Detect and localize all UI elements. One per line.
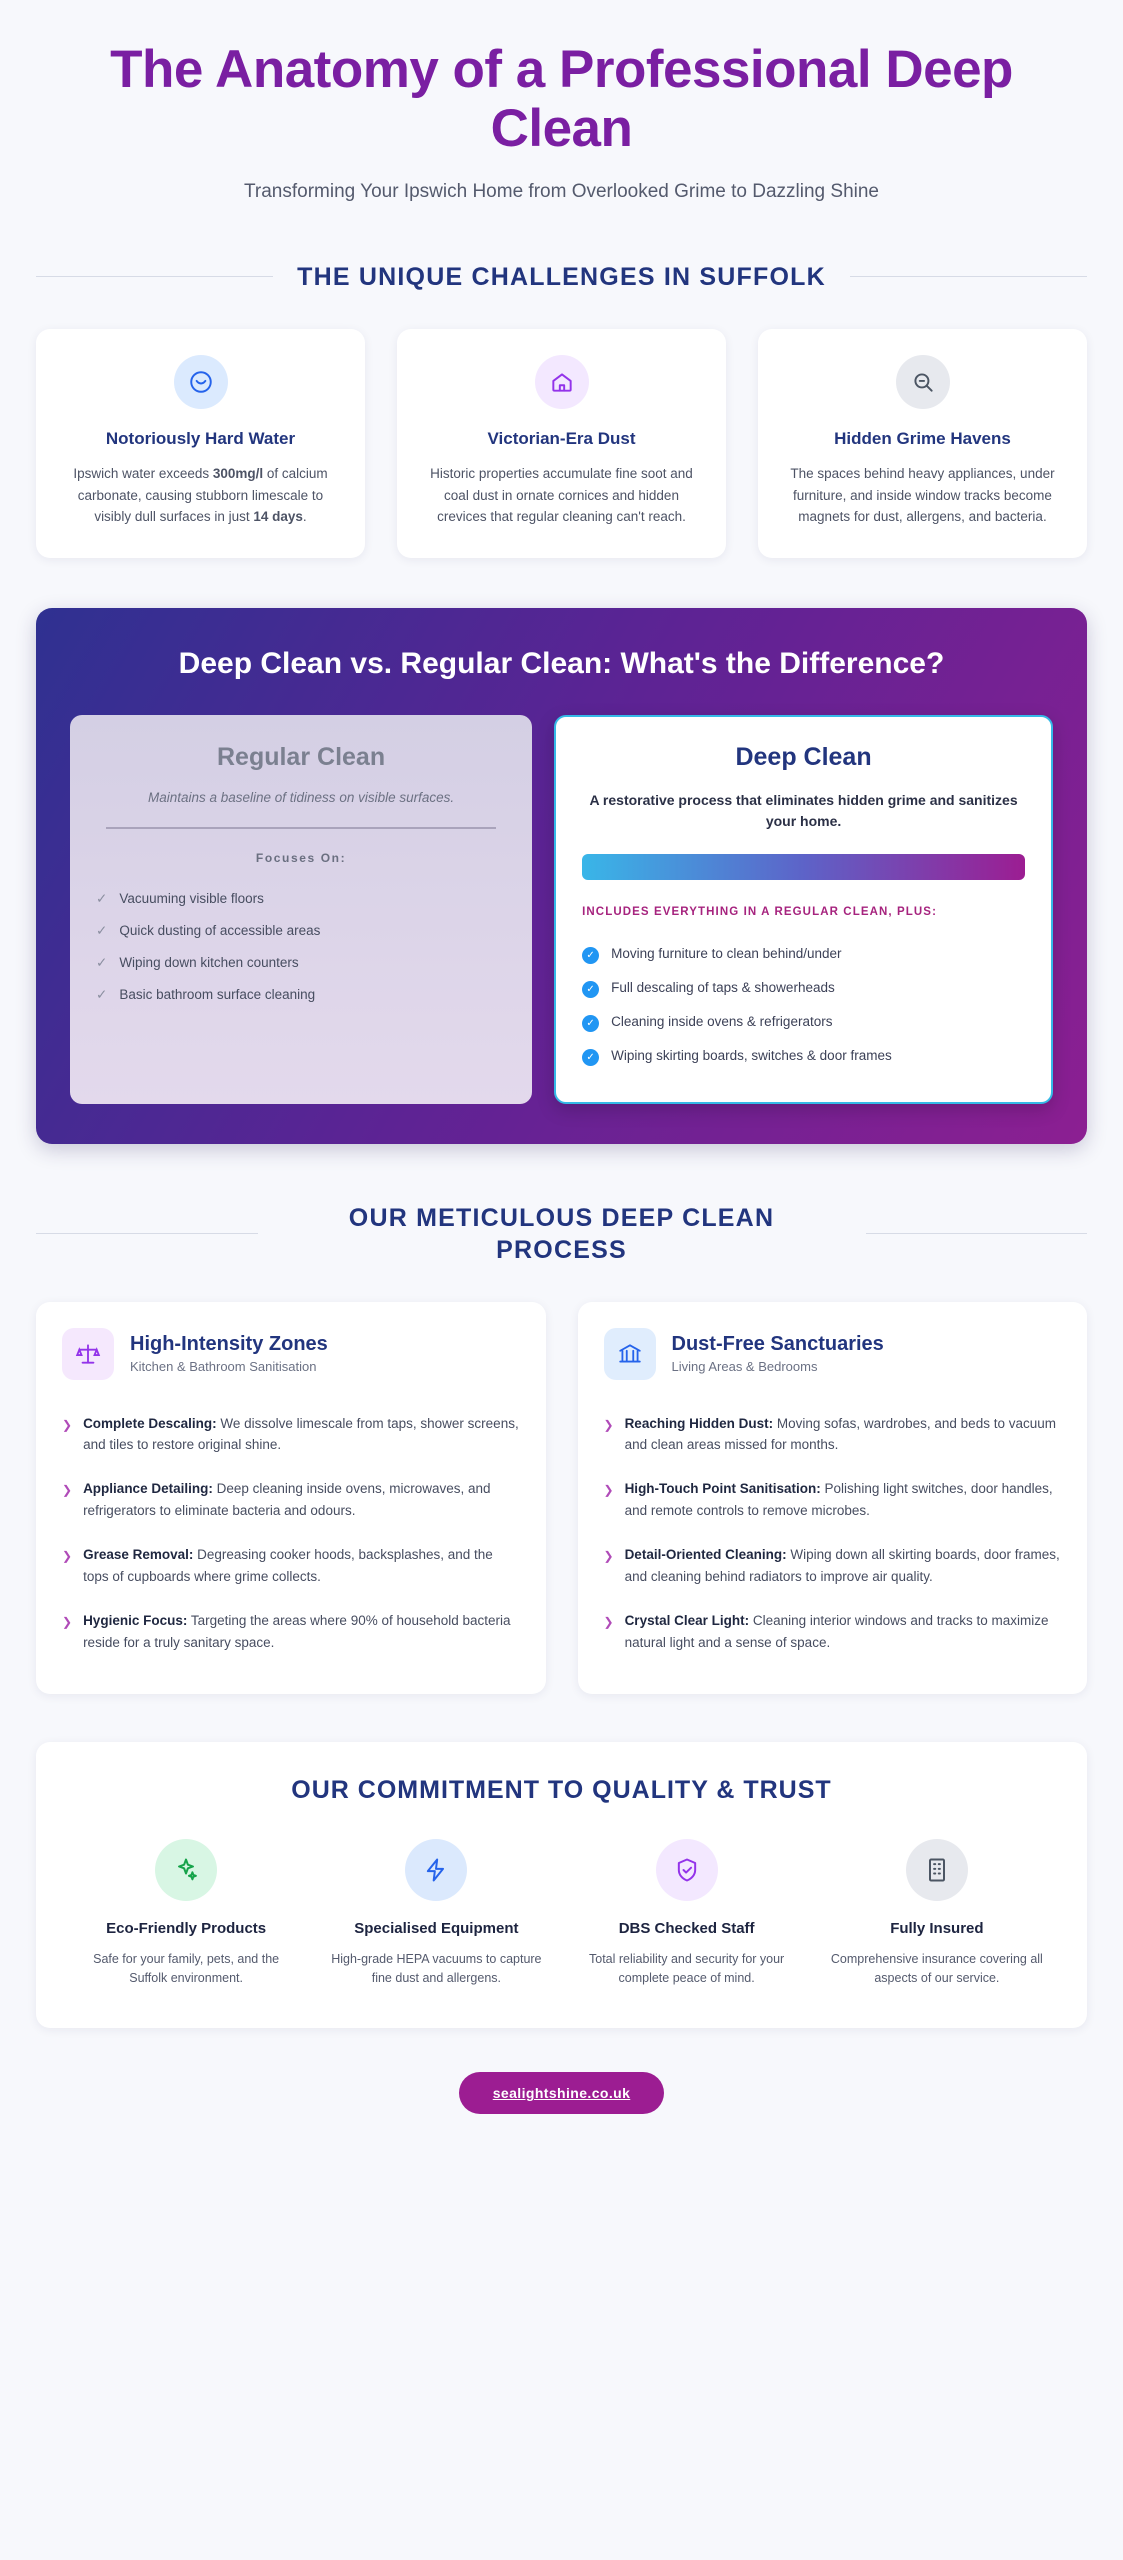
scales-icon <box>62 1328 114 1380</box>
includes-label: INCLUDES EVERYTHING IN A REGULAR CLEAN, PLUS: <box>582 906 937 919</box>
commitment-item-fully-insured <box>817 1839 1057 1988</box>
divider-left <box>36 276 273 277</box>
list-item: ❯ Complete Descaling: We dissolve limescale from taps, shower screens, and tiles to restore original shine. <box>62 1415 519 1453</box>
process-cards <box>36 1302 1087 1695</box>
list-item: ✓ Quick dusting of accessible areas <box>96 923 321 939</box>
challenge-body: Ipswich water exceeds 300mg/l of calcium carbonate, causing stubborn limescale to visibly dull surfaces in just 14 days. <box>73 465 328 525</box>
divider-right <box>850 276 1087 277</box>
list-item: ❯ Reaching Hidden Dust: Moving sofas, wardrobes, and beds to vacuum and clean areas missed for months. <box>603 1415 1056 1453</box>
check-circle-icon: ✓ <box>582 1049 599 1066</box>
process-list <box>604 1402 1062 1665</box>
challenge-title: Victorian-Era Dust <box>487 428 636 448</box>
list-item: ✓ Basic bathroom surface cleaning <box>96 987 316 1003</box>
list-item: ✓ Full descaling of taps & showerheads <box>582 972 1025 1006</box>
deep-clean-title: Deep Clean <box>735 743 872 772</box>
bank-icon <box>604 1328 656 1380</box>
list-item: ❯ High-Touch Point Sanitisation: Polishing light switches, door handles, and remote controls to remove microbes. <box>603 1481 1053 1519</box>
list-item: ❯ Detail-Oriented Cleaning: Wiping down all skirting boards, door frames, and cleaning behind radiators to improve air quality. <box>603 1546 1060 1584</box>
commitment-item-dbs-checked <box>567 1839 807 1988</box>
footer <box>36 2072 1087 2114</box>
commitment-body: High-grade HEPA vacuums to capture fine dust and allergens. <box>331 1951 542 1986</box>
list-item: ❯ Grease Removal: Degreasing cooker hoods, backsplashes, and the tops of cupboards where grime collects. <box>62 1546 493 1584</box>
commitment-panel <box>36 1742 1087 2028</box>
challenge-title: Hidden Grime Havens <box>834 428 1011 448</box>
house-icon <box>535 355 589 409</box>
building-icon <box>906 1839 968 1901</box>
commitment-body: Total reliability and security for your complete peace of mind. <box>589 1951 785 1986</box>
challenge-card-grime-havens <box>758 329 1087 559</box>
regular-clean-tagline: Maintains a baseline of tidiness on visible surfaces. <box>147 790 455 806</box>
commitment-heading: OUR COMMITMENT TO QUALITY & TRUST <box>291 1776 832 1805</box>
process-heading: OUR METICULOUS DEEP CLEAN PROCESS <box>348 1203 775 1264</box>
comparison-panel <box>36 608 1087 1143</box>
check-circle-icon: ✓ <box>582 1015 599 1032</box>
challenge-body: The spaces behind heavy appliances, under furniture, and inside window tracks become magnets for dust, allergens, and bacteria. <box>790 465 1055 525</box>
challenges-section-header <box>36 261 1087 293</box>
chevron-right-icon: ❯ <box>603 1548 614 1563</box>
process-card-high-intensity-zones <box>36 1302 546 1695</box>
commitment-title: Eco-Friendly Products <box>106 1920 267 1938</box>
chevron-right-icon: ❯ <box>62 1483 73 1498</box>
challenge-card-victorian-dust <box>397 329 726 559</box>
process-list <box>62 1402 520 1665</box>
check-mark-icon: ✓ <box>96 955 108 971</box>
check-circle-icon: ✓ <box>582 981 599 998</box>
chevron-right-icon: ❯ <box>62 1614 73 1629</box>
divider-right <box>866 1233 1088 1234</box>
gradient-accent-bar <box>582 854 1025 880</box>
chevron-right-icon: ❯ <box>603 1417 614 1432</box>
shield-check-icon <box>656 1839 718 1901</box>
list-item: ❯ Crystal Clear Light: Cleaning interior windows and tracks to maximize natural light and a sense of space. <box>603 1612 1049 1650</box>
commitment-title: Fully Insured <box>890 1920 984 1938</box>
challenges-heading: THE UNIQUE CHALLENGES IN SUFFOLK <box>297 262 826 291</box>
commitment-title: Specialised Equipment <box>354 1920 519 1938</box>
deep-clean-column <box>554 715 1053 1103</box>
process-subtitle: Living Areas & Bedrooms <box>671 1359 818 1375</box>
process-title: Dust-Free Sanctuaries <box>671 1333 884 1356</box>
deep-clean-list <box>582 938 1025 1074</box>
check-circle-icon: ✓ <box>582 947 599 964</box>
page-subtitle: Transforming Your Ipswich Home from Overlooked Grime to Dazzling Shine <box>244 180 879 202</box>
commitment-item-eco-friendly <box>66 1839 306 1988</box>
challenge-body: Historic properties accumulate fine soot and coal dust in ornate cornices and hidden crevices that regular cleaning can't reach. <box>430 465 693 525</box>
check-mark-icon: ✓ <box>96 923 108 939</box>
list-item: ✓ Wiping down kitchen counters <box>96 955 299 971</box>
process-section-header <box>36 1202 1087 1266</box>
sparkles-icon <box>155 1839 217 1901</box>
list-item: ✓ Wiping skirting boards, switches & door frames <box>582 1040 1025 1074</box>
website-link-button[interactable]: sealightshine.co.uk <box>459 2072 665 2114</box>
process-title: High-Intensity Zones <box>130 1333 328 1356</box>
comparison-heading: Deep Clean vs. Regular Clean: What's the Difference? <box>178 647 945 681</box>
commitment-body: Comprehensive insurance covering all aspects of our service. <box>830 1951 1043 1986</box>
deep-clean-lead: A restorative process that eliminates hidden grime and sanitizes your home. <box>589 792 1018 830</box>
process-card-dust-free-sanctuaries <box>578 1302 1088 1695</box>
divider-left <box>36 1233 258 1234</box>
lightning-icon <box>405 1839 467 1901</box>
commitment-item-specialised-equipment <box>316 1839 556 1988</box>
list-item: ❯ Appliance Detailing: Deep cleaning inside ovens, microwaves, and refrigerators to eliminate bacteria and odours. <box>62 1481 491 1519</box>
list-item: ✓ Moving furniture to clean behind/under <box>582 938 1025 972</box>
challenge-card-hard-water <box>36 329 365 559</box>
process-subtitle: Kitchen & Bathroom Sanitisation <box>130 1359 317 1375</box>
chevron-right-icon: ❯ <box>62 1417 73 1432</box>
focuses-on-label: Focuses On: <box>255 851 347 866</box>
check-mark-icon: ✓ <box>96 987 108 1003</box>
water-drop-icon <box>174 355 228 409</box>
challenge-title: Notoriously Hard Water <box>105 428 296 448</box>
regular-clean-title: Regular Clean <box>216 743 386 772</box>
regular-clean-column <box>70 715 532 1103</box>
chevron-right-icon: ❯ <box>603 1483 614 1498</box>
regular-clean-list <box>96 883 506 1011</box>
list-item: ❯ Hygienic Focus: Targeting the areas where 90% of household bacteria reside for a truly sanitary space. <box>62 1612 511 1650</box>
divider <box>106 827 496 829</box>
search-icon <box>896 355 950 409</box>
commitment-body: Safe for your family, pets, and the Suffolk environment. <box>93 1951 280 1986</box>
check-mark-icon: ✓ <box>96 891 108 907</box>
chevron-right-icon: ❯ <box>603 1614 614 1629</box>
commitment-title: DBS Checked Staff <box>618 1920 755 1938</box>
challenge-cards <box>36 329 1087 559</box>
page-title: The Anatomy of a Professional Deep Clean <box>110 40 1013 159</box>
list-item: ✓ Vacuuming visible floors <box>96 891 264 907</box>
list-item: ✓ Cleaning inside ovens & refrigerators <box>582 1006 1025 1040</box>
chevron-right-icon: ❯ <box>62 1548 73 1563</box>
